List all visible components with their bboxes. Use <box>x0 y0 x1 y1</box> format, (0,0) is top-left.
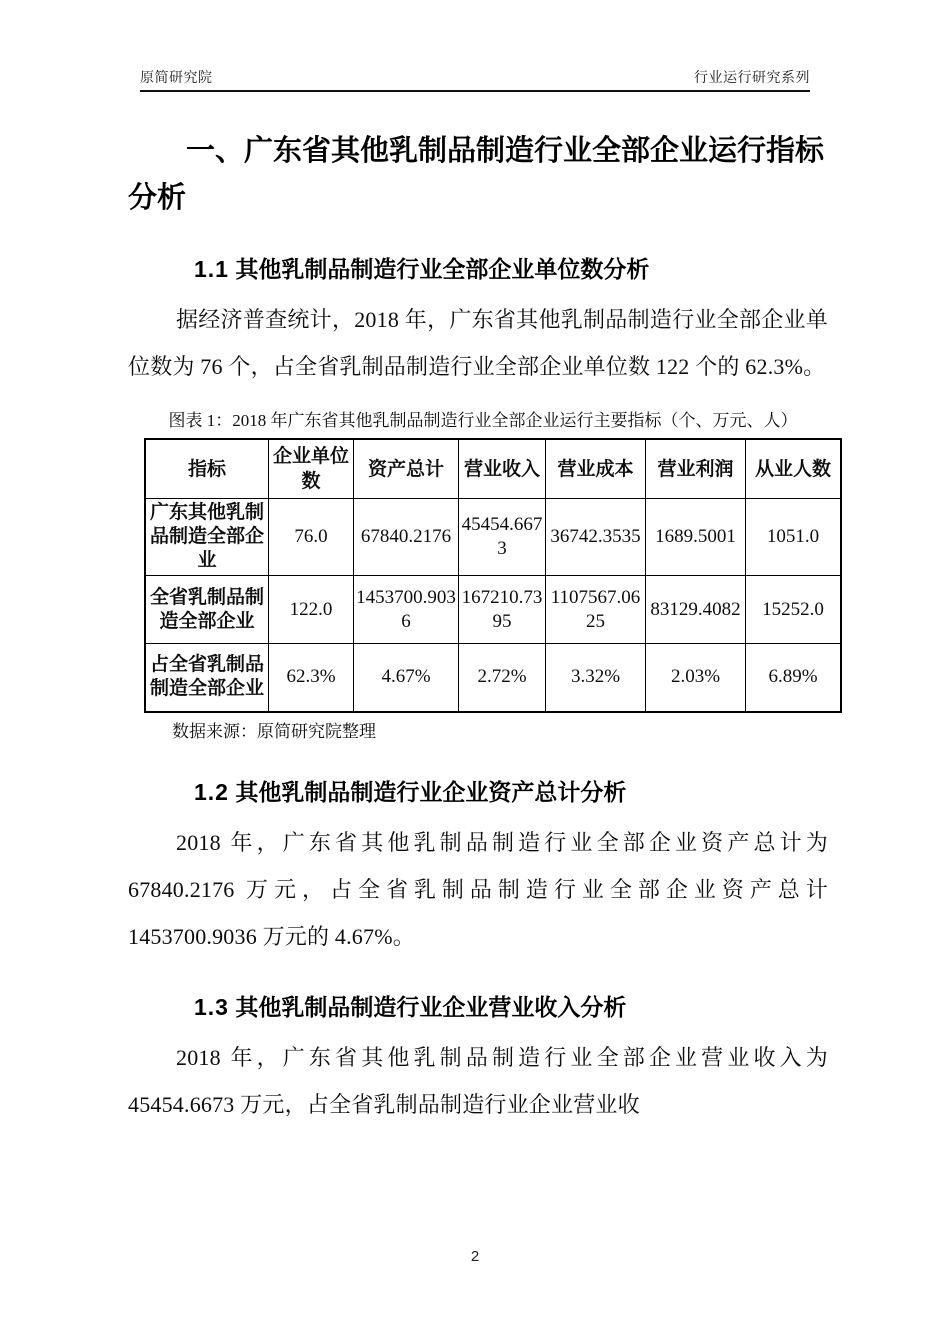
table-row <box>145 644 841 712</box>
section-body-1-3: 2018 年，广东省其他乳制品制造行业全部企业营业收入为 45454.6673 万元，占全省乳制品制造行业企业营业收 <box>128 1044 828 1117</box>
section-title-1-1: 其他乳制品制造行业全部企业单位数分析 <box>235 256 650 282</box>
table-body <box>145 499 841 712</box>
indicators-table <box>144 438 842 713</box>
page-running-header <box>140 68 810 92</box>
figure-table-wrapper <box>144 438 831 713</box>
cell-enterprise-units: 76.0 <box>269 499 354 576</box>
col-header-operating-cost: 营业成本 <box>546 439 646 499</box>
row-label: 广东其他乳制品制造全部企业 <box>145 499 269 576</box>
section-number-1-3: 1.3 <box>194 993 229 1020</box>
header-organization: 原简研究院 <box>140 69 213 85</box>
cell-operating-profit: 2.03% <box>646 644 746 712</box>
section-heading-1-2 <box>128 775 828 809</box>
cell-total-assets: 1453700.9036 <box>354 576 459 644</box>
document-content <box>128 128 831 1128</box>
cell-operating-cost: 3.32% <box>546 644 646 712</box>
figure-source-note: 数据来源：原简研究院整理 <box>172 721 376 741</box>
section-body-1-2: 2018 年，广东省其他乳制品制造行业全部企业资产总计为 67840.2176 万元，占全省乳制品制造行业全部企业资产总计 1453700.9036 万元的 4.67%。 <box>128 829 828 949</box>
page-number: 2 <box>470 1248 480 1265</box>
section-body-1-1: 据经济普查统计，2018 年，广东省其他乳制品制造行业全部企业单位数为 76 个，占全省乳制品制造行业全部企业单位数 122 个的 62.3%。 <box>128 307 828 379</box>
cell-enterprise-units: 62.3% <box>269 644 354 712</box>
page-title: 一、广东省其他乳制品制造行业全部企业运行指标分析 <box>128 135 825 214</box>
row-label: 全省乳制品制造全部企业 <box>145 576 269 644</box>
section-number-1-2: 1.2 <box>194 778 229 805</box>
row-label: 占全省乳制品制造全部企业 <box>145 644 269 712</box>
page-footer <box>0 1248 950 1265</box>
section-heading-1-3 <box>128 990 828 1024</box>
col-header-enterprise-units: 企业单位数 <box>269 439 354 499</box>
cell-total-assets: 4.67% <box>354 644 459 712</box>
section-title-1-3: 其他乳制品制造行业企业营业收入分析 <box>235 993 627 1020</box>
cell-total-assets: 67840.2176 <box>354 499 459 576</box>
table-header <box>145 439 841 499</box>
cell-operating-revenue: 2.72% <box>459 644 546 712</box>
col-header-indicator: 指标 <box>145 439 269 499</box>
cell-operating-cost: 36742.3535 <box>546 499 646 576</box>
col-header-operating-profit: 营业利润 <box>646 439 746 499</box>
cell-operating-cost: 1107567.0625 <box>546 576 646 644</box>
cell-enterprise-units: 122.0 <box>269 576 354 644</box>
cell-operating-profit: 1689.5001 <box>646 499 746 576</box>
col-header-total-assets: 资产总计 <box>354 439 459 499</box>
cell-operating-revenue: 167210.7395 <box>459 576 546 644</box>
cell-employees: 15252.0 <box>746 576 842 644</box>
table-header-row <box>145 439 841 499</box>
section-heading-1-1 <box>128 252 828 286</box>
section-title-1-2: 其他乳制品制造行业企业资产总计分析 <box>235 778 627 805</box>
table-row <box>145 499 841 576</box>
header-series-title: 行业运行研究系列 <box>694 69 810 85</box>
cell-operating-profit: 83129.4082 <box>646 576 746 644</box>
cell-employees: 6.89% <box>746 644 842 712</box>
table-row <box>145 576 841 644</box>
col-header-operating-revenue: 营业收入 <box>459 439 546 499</box>
col-header-employees: 从业人数 <box>746 439 842 499</box>
cell-employees: 1051.0 <box>746 499 842 576</box>
section-number-1-1: 1.1 <box>194 256 229 282</box>
cell-operating-revenue: 45454.6673 <box>459 499 546 576</box>
figure-caption: 图表 1：2018 年广东省其他乳制品制造行业全部企业运行主要指标（个、万元、人） <box>168 411 798 430</box>
